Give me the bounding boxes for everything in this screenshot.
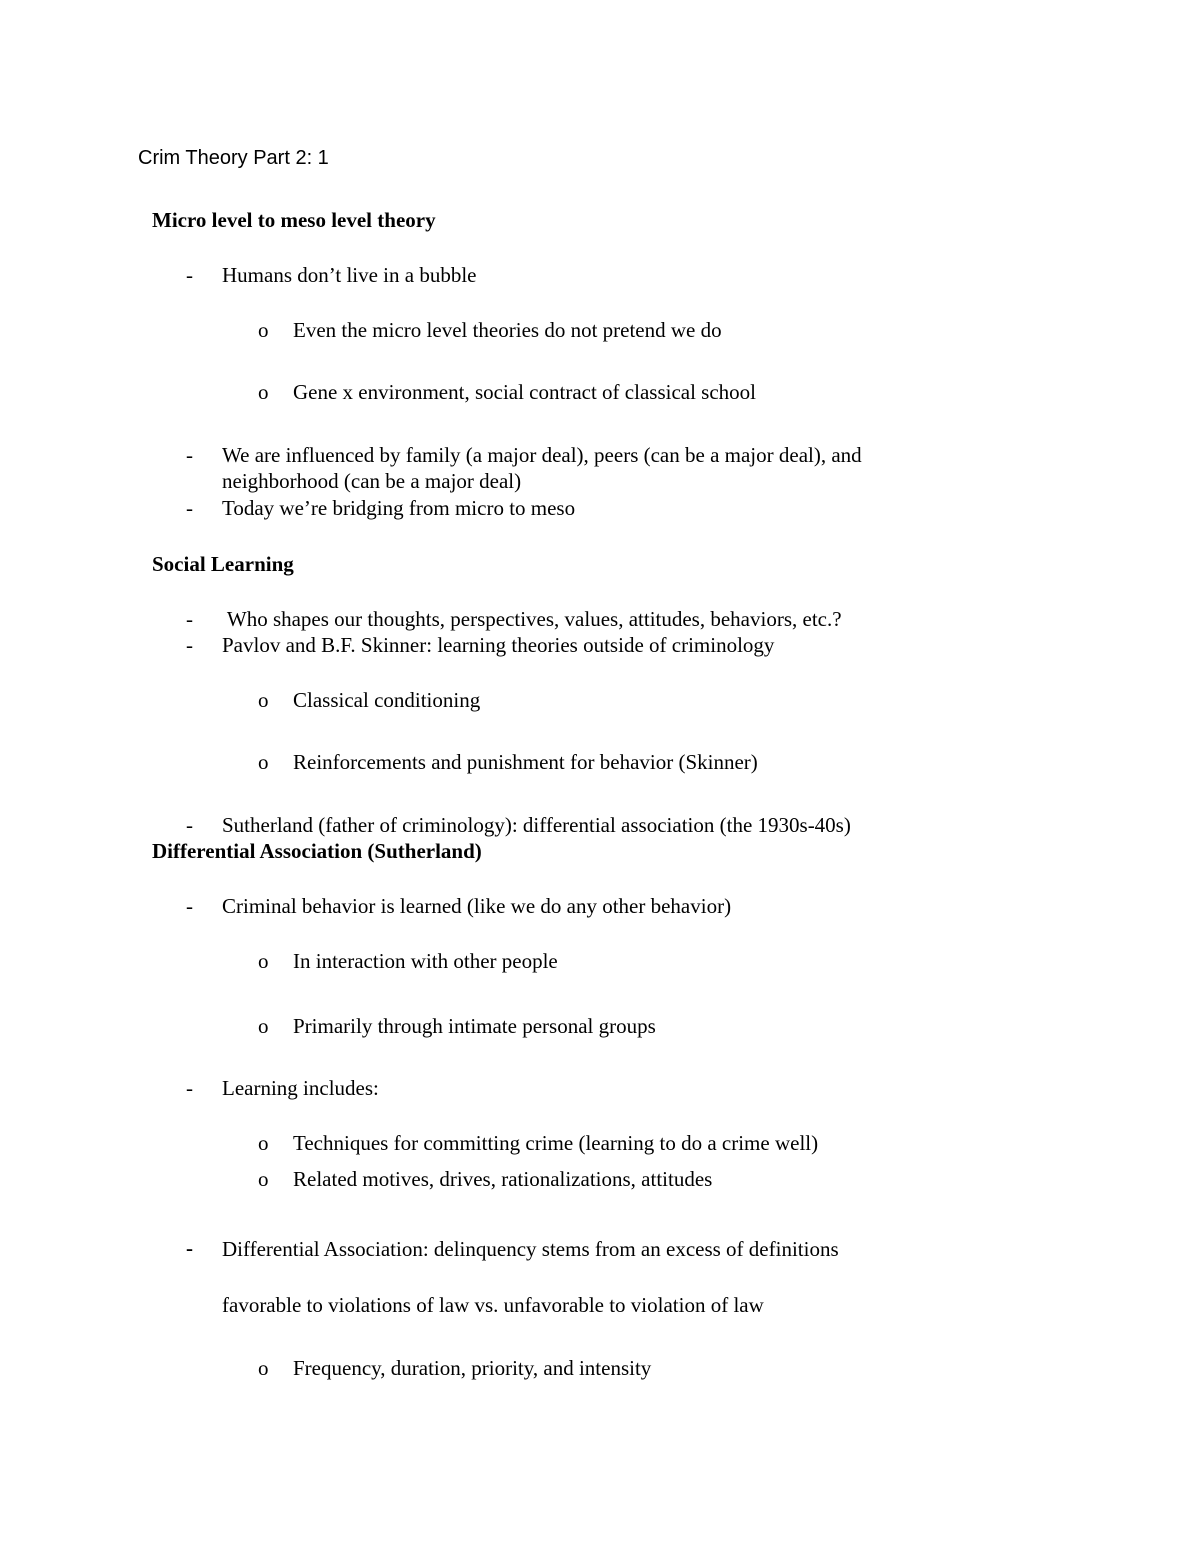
sub-bullet: o bbox=[258, 688, 269, 712]
dash-bullet: - bbox=[186, 607, 193, 631]
sub-list-item: Gene x environment, social contract of classical school bbox=[293, 380, 757, 404]
list-item: Sutherland (father of criminology): differential association (the 1930s-40s) bbox=[222, 813, 851, 837]
sub-bullet: o bbox=[258, 1167, 269, 1191]
sub-list-item: Primarily through intimate personal groups bbox=[293, 1014, 656, 1038]
sub-bullet: o bbox=[258, 750, 269, 774]
dash-bullet: - bbox=[186, 894, 193, 918]
dash-bullet: - bbox=[186, 813, 193, 837]
dash-bullet: - bbox=[186, 496, 193, 520]
sub-bullet: o bbox=[258, 1131, 269, 1155]
sub-bullet: o bbox=[258, 380, 269, 404]
dash-bullet: - bbox=[186, 443, 193, 467]
list-item: Humans don’t live in a bubble bbox=[222, 263, 477, 287]
dash-bullet: - bbox=[186, 1076, 193, 1100]
section-heading-social-learning: Social Learning bbox=[152, 552, 294, 576]
dash-bullet: - bbox=[186, 633, 193, 657]
sub-list-item: Reinforcements and punishment for behavior (Skinner) bbox=[293, 750, 758, 774]
list-item: Learning includes: bbox=[222, 1076, 379, 1100]
dash-bullet: - bbox=[186, 263, 193, 287]
sub-list-item: In interaction with other people bbox=[293, 949, 558, 973]
sub-bullet: o bbox=[258, 318, 269, 342]
list-item: Differential Association: delinquency stems from an excess of definitions bbox=[222, 1237, 839, 1261]
sub-bullet: o bbox=[258, 1356, 269, 1380]
sub-list-item: Frequency, duration, priority, and intensity bbox=[293, 1356, 652, 1380]
sub-list-item: Even the micro level theories do not pretend we do bbox=[293, 318, 722, 342]
list-item-continuation: favorable to violations of law vs. unfavorable to violation of law bbox=[222, 1293, 764, 1317]
list-item-continuation: neighborhood (can be a major deal) bbox=[222, 469, 522, 493]
sub-bullet: o bbox=[258, 1014, 269, 1038]
dash-bullet: - bbox=[186, 1236, 193, 1260]
list-item: We are influenced by family (a major deal), peers (can be a major deal), and bbox=[222, 443, 862, 467]
list-item: Who shapes our thoughts, perspectives, values, attitudes, behaviors, etc.? bbox=[222, 607, 842, 631]
list-item: Today we’re bridging from micro to meso bbox=[222, 496, 576, 520]
section-heading-differential-association: Differential Association (Sutherland) bbox=[152, 839, 482, 863]
section-heading-micro-meso: Micro level to meso level theory bbox=[152, 208, 436, 232]
sub-list-item: Classical conditioning bbox=[293, 688, 481, 712]
sub-bullet: o bbox=[258, 949, 269, 973]
page-title: Crim Theory Part 2: 1 bbox=[138, 147, 329, 169]
sub-list-item: Techniques for committing crime (learning to do a crime well) bbox=[293, 1131, 819, 1155]
list-item: Criminal behavior is learned (like we do any other behavior) bbox=[222, 894, 732, 918]
list-item: Pavlov and B.F. Skinner: learning theories outside of criminology bbox=[222, 633, 775, 657]
sub-list-item: Related motives, drives, rationalizations, attitudes bbox=[293, 1167, 713, 1191]
